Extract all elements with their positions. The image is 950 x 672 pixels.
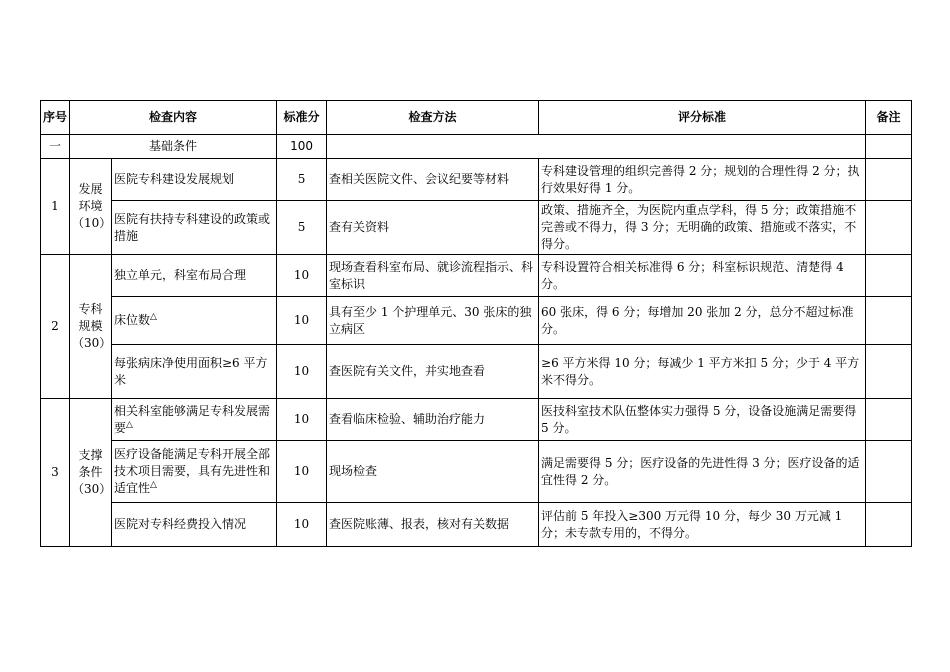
group-seq: 2 [41, 255, 70, 399]
row-criteria: 评估前 5 年投入≥300 万元得 10 分，每少 30 万元减 1 分；未专款专用的，不得分。 [539, 503, 866, 547]
row-remark [866, 345, 912, 399]
table-row [41, 255, 912, 297]
row-criteria: 满足需要得 5 分；医疗设备的先进性得 3 分；医疗设备的适宜性得 2 分。 [539, 441, 866, 503]
header-method: 检查方法 [327, 101, 539, 135]
row-method: 查医院有关文件，并实地查看 [327, 345, 539, 399]
header-content: 检查内容 [70, 101, 277, 135]
group-category: 支撑 条件 （30） [70, 399, 112, 547]
row-criteria: 专科设置符合相关标准得 6 分；科室标识规范、清楚得 4 分。 [539, 255, 866, 297]
row-criteria: 专科建设管理的组织完善得 2 分；规划的合理性得 2 分；执行效果好得 1 分。 [539, 159, 866, 201]
row-method: 现场查看科室布局、就诊流程指示、科室标识 [327, 255, 539, 297]
row-content: 医疗设备能满足专科开展全部技术项目需要，具有先进性和适宜性 [114, 447, 271, 495]
table-row [41, 201, 912, 255]
row-score: 10 [277, 297, 327, 345]
row-criteria: 医技科室技术队伍整体实力强得 5 分，设备设施满足需要得 5 分。 [539, 399, 866, 441]
row-content-cell [112, 441, 277, 503]
row-content: 每张病床净使用面积≥6 平方米 [112, 345, 277, 399]
row-content: 医院有扶持专科建设的政策或措施 [112, 201, 277, 255]
row-method: 现场检查 [327, 441, 539, 503]
table-row [41, 159, 912, 201]
section-seq: 一 [41, 135, 70, 159]
group-category: 发展 环境 （10） [70, 159, 112, 255]
scoring-table [40, 100, 912, 547]
triangle-mark-icon: △ [126, 419, 133, 430]
triangle-mark-icon: △ [150, 480, 157, 490]
group-category: 专科 规模 （30） [70, 255, 112, 399]
row-content: 独立单元，科室布局合理 [112, 255, 277, 297]
row-method: 查有关资料 [327, 201, 539, 255]
row-score: 5 [277, 201, 327, 255]
row-method: 具有至少 1 个护理单元、30 张床的独立病区 [327, 297, 539, 345]
row-remark [866, 503, 912, 547]
row-score: 10 [277, 255, 327, 297]
row-remark [866, 399, 912, 441]
table-row [41, 441, 912, 503]
row-remark [866, 159, 912, 201]
section-title: 基础条件 [70, 135, 277, 159]
row-score: 5 [277, 159, 327, 201]
row-criteria: 政策、措施齐全，为医院内重点学科，得 5 分；政策措施不完善或不得力，得 3 分；无明确的政策、措施或不落实，不得分。 [539, 201, 866, 255]
row-content: 医院对专科经费投入情况 [112, 503, 277, 547]
header-row [41, 101, 912, 135]
triangle-mark-icon: △ [150, 312, 157, 322]
row-method: 查医院账薄、报表，核对有关数据 [327, 503, 539, 547]
row-remark [866, 255, 912, 297]
table-row [41, 503, 912, 547]
row-content-cell [112, 297, 277, 345]
row-method: 查看临床检验、辅助治疗能力 [327, 399, 539, 441]
row-criteria: 60 张床，得 6 分；每增加 20 张加 2 分，总分不超过标准分。 [539, 297, 866, 345]
row-remark [866, 441, 912, 503]
header-remark: 备注 [866, 101, 912, 135]
row-remark [866, 201, 912, 255]
row-content: 医院专科建设发展规划 [112, 159, 277, 201]
row-criteria: ≥6 平方米得 10 分；每减少 1 平方米扣 5 分；少于 4 平方米不得分。 [539, 345, 866, 399]
row-remark [866, 297, 912, 345]
row-method: 查相关医院文件、会议纪要等材料 [327, 159, 539, 201]
section-empty [327, 135, 866, 159]
group-seq: 1 [41, 159, 70, 255]
header-criteria: 评分标准 [539, 101, 866, 135]
row-score: 10 [277, 503, 327, 547]
table-row [41, 297, 912, 345]
row-content: 相关科室能够满足专科发展需要 [114, 403, 271, 435]
section-row [41, 135, 912, 159]
table-row [41, 345, 912, 399]
row-score: 10 [277, 399, 327, 441]
table-row [41, 399, 912, 441]
section-score: 100 [277, 135, 327, 159]
section-remark [866, 135, 912, 159]
row-score: 10 [277, 441, 327, 503]
header-seq: 序号 [41, 101, 70, 135]
group-seq: 3 [41, 399, 70, 547]
row-content-cell [112, 399, 277, 441]
row-content: 床位数 [114, 313, 151, 327]
header-score: 标准分 [277, 101, 327, 135]
row-score: 10 [277, 345, 327, 399]
